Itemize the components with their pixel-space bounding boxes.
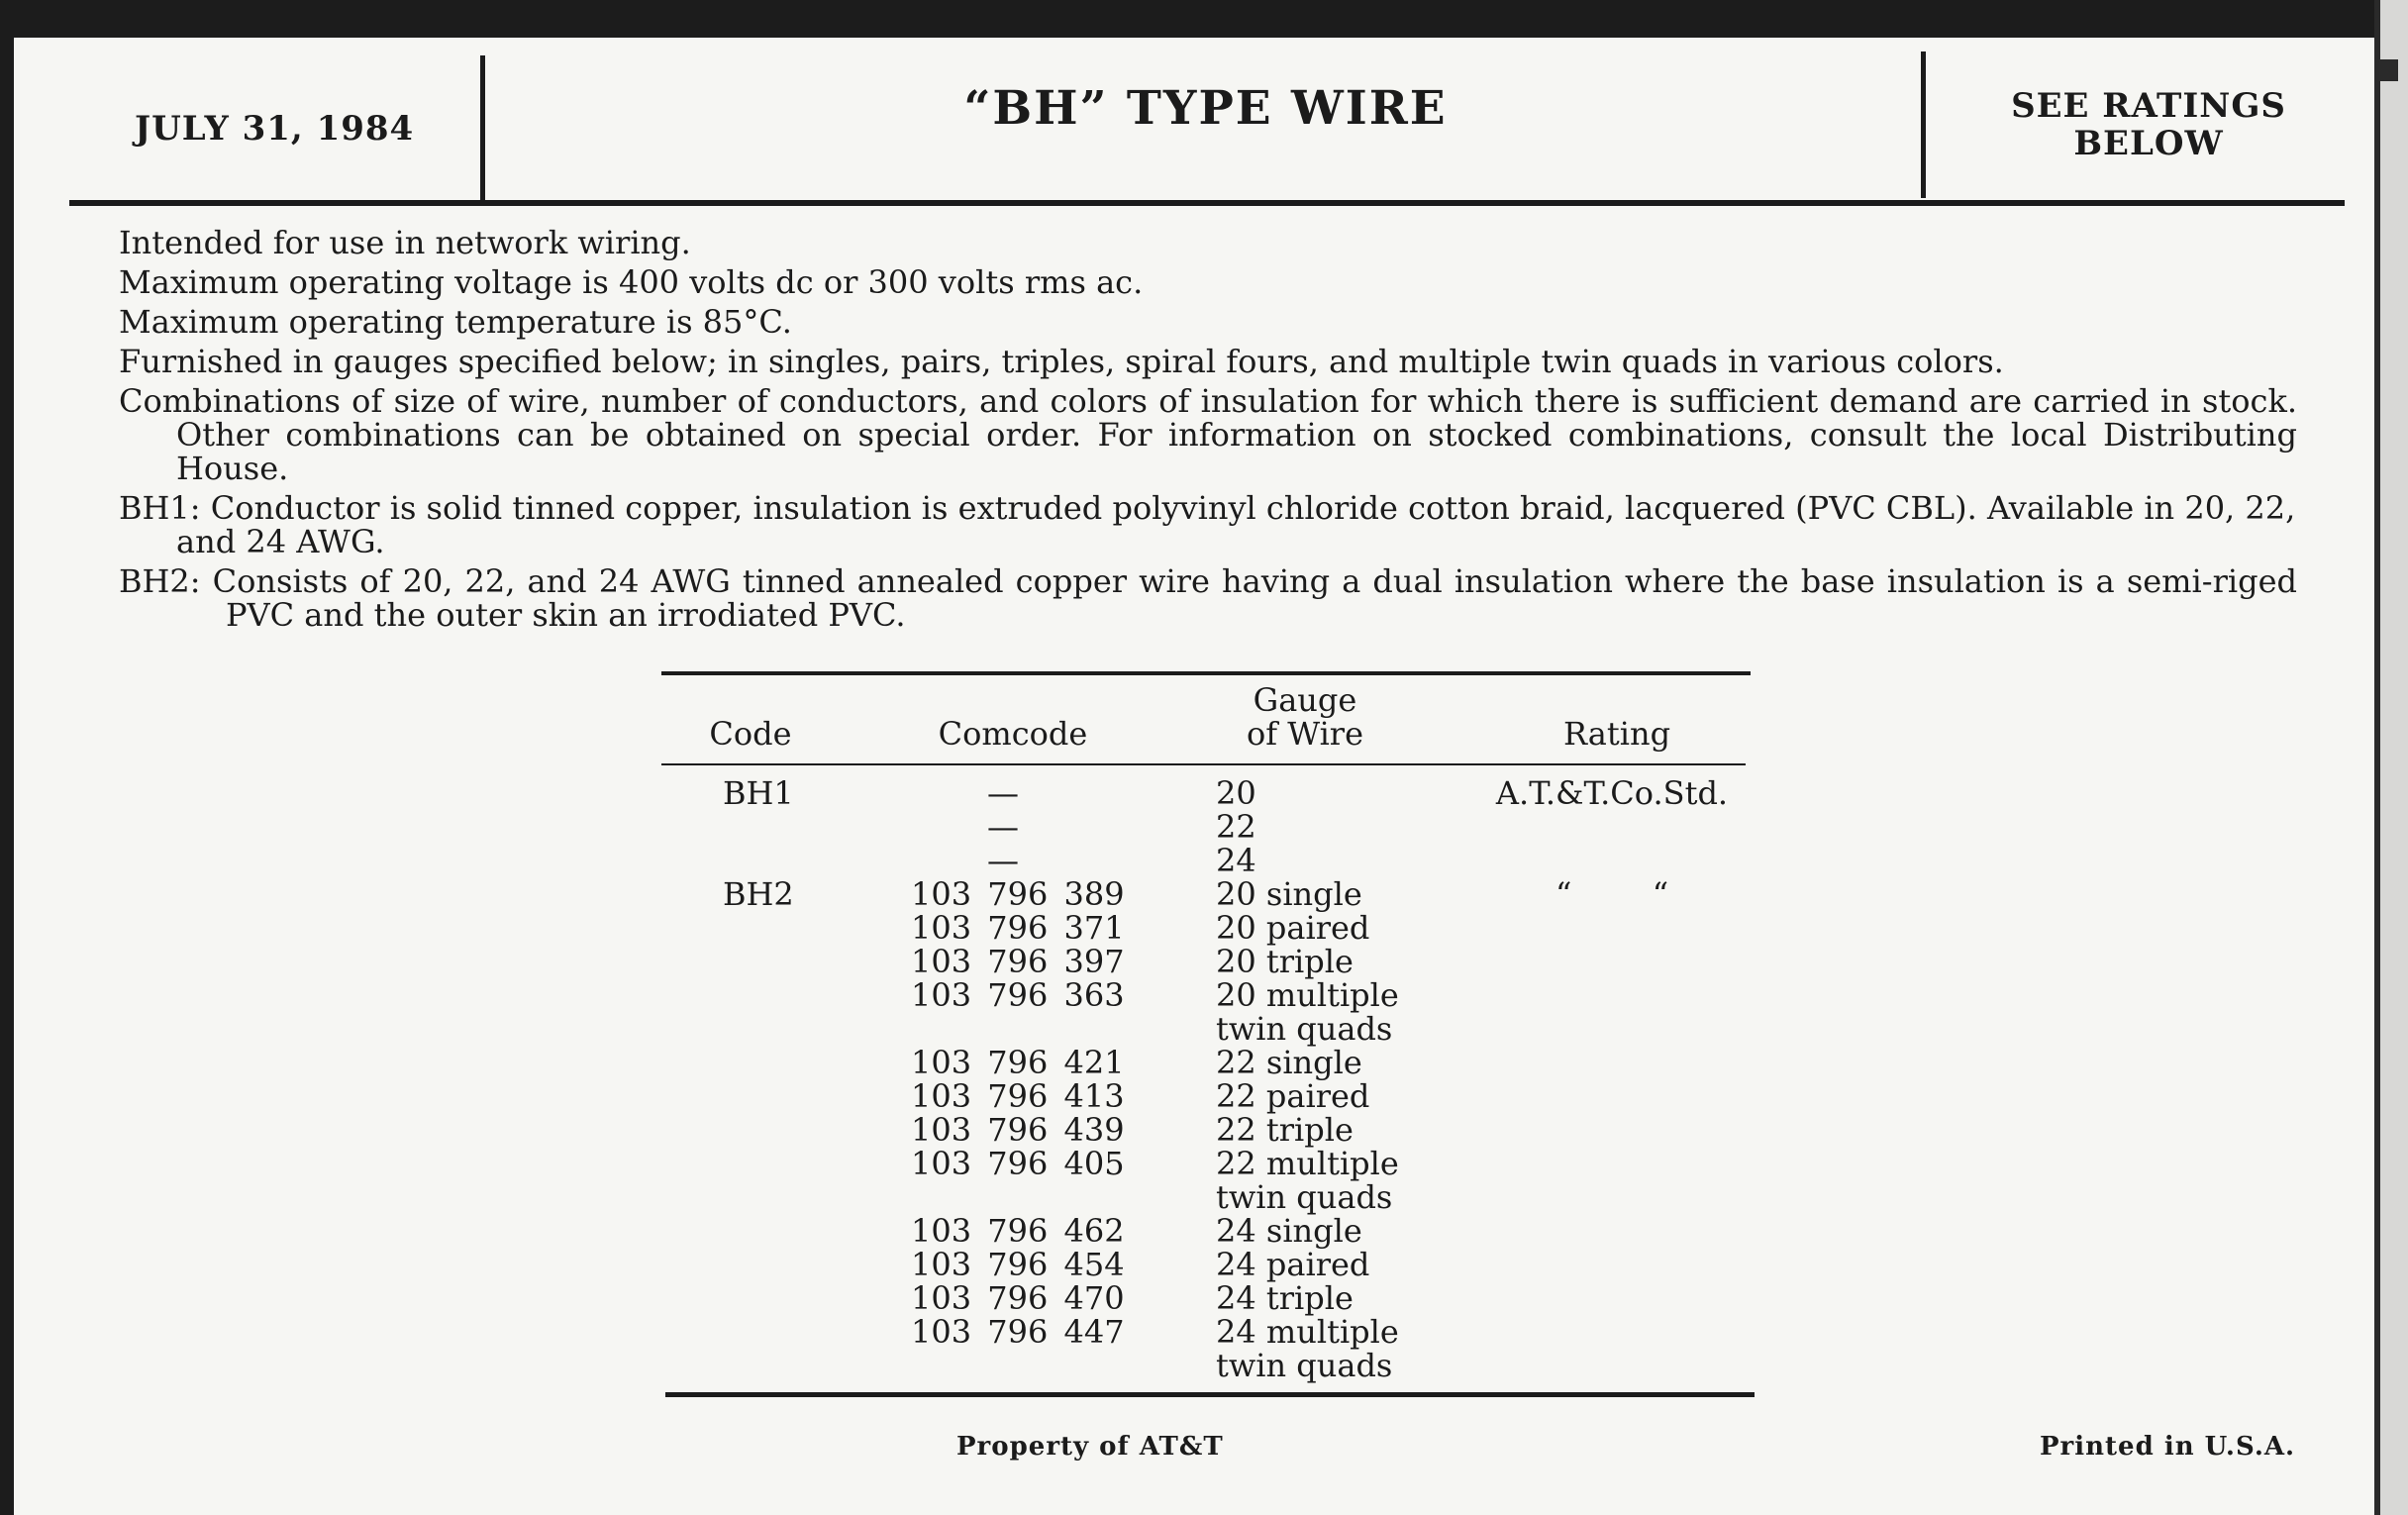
table-cell-gauge: 22 single — [1216, 1044, 1362, 1081]
table-cell-gauge: twin quads — [1216, 1010, 1393, 1048]
table-cell-comcode: 103 796 397 — [911, 943, 1125, 980]
table-cell-comcode: 103 796 462 — [911, 1212, 1125, 1250]
header-gauge-line-1: Gauge — [1253, 681, 1357, 719]
paragraph-voltage: Maximum operating voltage is 400 volts dc or 300 volts rms ac. — [119, 263, 1144, 301]
table-cell-gauge: 24 paired — [1216, 1246, 1370, 1283]
property-note: Property of AT&T — [956, 1432, 1224, 1462]
paragraph-use: Intended for use in network wiring. — [119, 224, 691, 261]
paragraph-temperature: Maximum operating temperature is 85°C. — [119, 303, 792, 341]
scan-edge — [2374, 0, 2408, 1515]
table-cell-comcode: 103 796 405 — [911, 1145, 1125, 1182]
table-bottom-rule — [665, 1392, 1755, 1397]
header-rule — [69, 200, 2345, 206]
table-cell-comcode: 103 796 439 — [911, 1111, 1125, 1149]
header-divider-right — [1921, 51, 1926, 198]
description-text — [119, 226, 2297, 638]
paragraph-combinations: Combinations of size of wire, number of conductors, and colors of insulation for which there is sufficient demand are carried in stock. Other combinations can be obtained on special order. For information on stocked combinations, consult the local Distributing House. — [119, 382, 2297, 487]
table-cell-gauge: 20 triple — [1216, 943, 1354, 980]
header-code: Code — [709, 715, 792, 753]
document-title: “BH” TYPE WIRE — [963, 81, 1448, 136]
printed-note: Printed in U.S.A. — [2040, 1432, 2296, 1462]
table-cell-gauge: 20 paired — [1216, 909, 1370, 947]
table-cell-gauge: 24 multiple — [1216, 1313, 1399, 1351]
table-cell-gauge: 22 multiple — [1216, 1145, 1399, 1182]
header-rating: Rating — [1562, 715, 1671, 753]
paragraph-bh1: BH1: Conductor is solid tinned copper, insulation is extruded polyvinyl chloride cotton braid, lacquered (PVC CBL). Available in 20, 22, and 24 AWG. — [119, 489, 2296, 560]
header-divider-left — [480, 55, 485, 202]
table-cell-gauge: 24 triple — [1216, 1279, 1354, 1317]
table-cell-comcode: 103 796 371 — [911, 909, 1125, 947]
ratings-line-1: SEE RATINGS — [2011, 86, 2286, 126]
table-cell-gauge: 22 triple — [1216, 1111, 1354, 1149]
table-cell-gauge: twin quads — [1216, 1178, 1393, 1216]
header-gauge-line-2: of Wire — [1246, 715, 1364, 753]
header-comcode: Comcode — [938, 715, 1088, 753]
table-cell-code: BH1 — [723, 774, 794, 812]
ratings-note — [1936, 87, 2361, 162]
table-cell-comcode: — — [987, 808, 1019, 846]
table-cell-comcode: 103 796 413 — [911, 1077, 1125, 1115]
table-cell-gauge: 20 — [1216, 774, 1256, 812]
table-cell-code: BH2 — [723, 875, 794, 913]
table-cell-comcode: 103 796 389 — [911, 875, 1125, 913]
table-cell-gauge: 22 paired — [1216, 1077, 1370, 1115]
table-cell-comcode: 103 796 363 — [911, 976, 1125, 1014]
document-date: JULY 31, 1984 — [135, 109, 415, 149]
header-gauge — [1176, 683, 1434, 751]
table-header-rule — [661, 763, 1746, 765]
table-top-rule — [661, 671, 1751, 675]
table-cell-gauge: twin quads — [1216, 1347, 1393, 1384]
table-cell-comcode: — — [987, 774, 1019, 812]
table-cell-gauge: 22 — [1216, 808, 1256, 846]
ratings-line-2: BELOW — [2073, 124, 2224, 163]
table-cell-gauge: 24 single — [1216, 1212, 1362, 1250]
table-cell-rating: “ “ — [1555, 875, 1669, 913]
table-cell-rating: A.T.&T.Co.Std. — [1495, 774, 1729, 812]
table-cell-gauge: 20 single — [1216, 875, 1362, 913]
table-cell-comcode: 103 796 454 — [911, 1246, 1125, 1283]
table-cell-comcode: 103 796 470 — [911, 1279, 1125, 1317]
table-cell-comcode: 103 796 421 — [911, 1044, 1125, 1081]
table-cell-comcode: — — [987, 842, 1019, 879]
table-cell-gauge: 24 — [1216, 842, 1256, 879]
paragraph-bh2: BH2: Consists of 20, 22, and 24 AWG tinned annealed copper wire having a dual insulation where the base insulation is a semi-riged PVC and the outer skin an irrodiated PVC. — [119, 562, 2297, 634]
paragraph-gauges: Furnished in gauges specified below; in singles, pairs, triples, spiral fours, and multiple twin quads in various colors. — [119, 343, 2004, 380]
table-cell-comcode: 103 796 447 — [911, 1313, 1125, 1351]
table-cell-gauge: 20 multiple — [1216, 976, 1399, 1014]
